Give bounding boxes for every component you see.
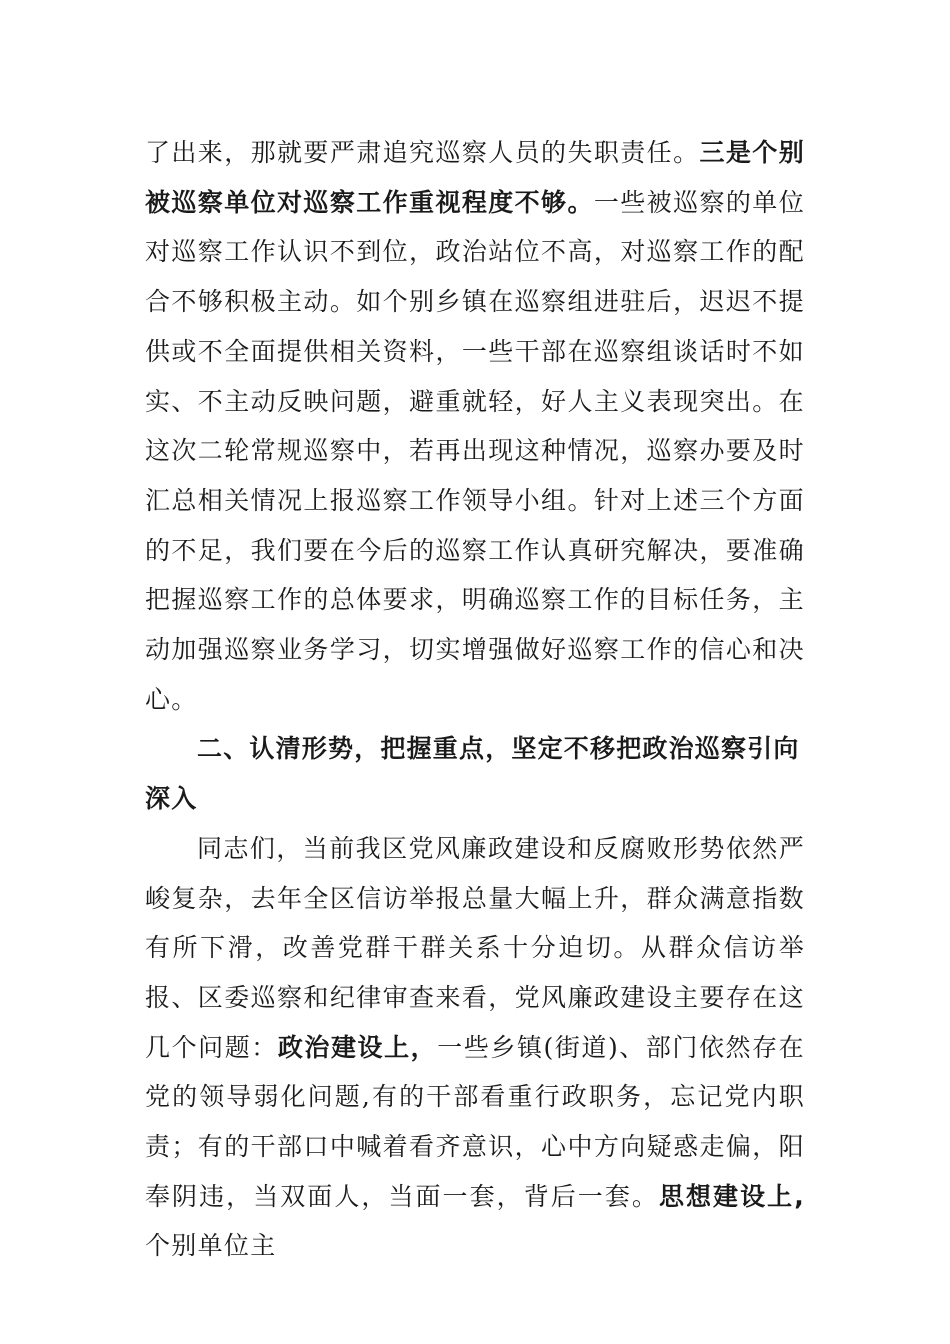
section-heading-two: 二、认清形势，把握重点，坚定不移把政治巡察引向深入	[145, 734, 800, 814]
paragraph-2-text-c: 个别单位主	[145, 1231, 277, 1261]
paragraph-1-text-a: 了出来，那就要严肃追究巡察人员的失职责任。	[145, 138, 700, 167]
paragraph-2-text-b: 一些乡镇(街道)、部门依然存在党的领导弱化问题,有的干部看重行政职务，忘记党内职责；有的干部口中喊着看齐意识，心中方向疑惑走偏，阳奉阴违，当双面人，当面一套，背后一套。	[145, 1032, 805, 1211]
paragraph-2-bold-ideological: 思想建设上,	[658, 1181, 805, 1211]
document-body	[145, 128, 805, 1271]
paragraph-1-bold-point-three: 三是个别被巡察单位对巡察工作重视程度不够。	[145, 138, 805, 217]
paragraph-2	[145, 824, 805, 1271]
paragraph-2-bold-political: 政治建设上，	[277, 1032, 438, 1062]
paragraph-2-text-a: 同志们，当前我区党风廉政建设和反腐败形势依然严峻复杂，去年全区信访举报总量大幅上升，群众满意指数有所下滑，改善党群干群关系十分迫切。从群众信访举报、区委巡察和纪律审查来看，党风廉政建设主要存在这几个问题：	[145, 833, 805, 1062]
paragraph-1	[145, 128, 805, 724]
paragraph-1-text-b: 一些被巡察的单位对巡察工作认识不到位，政治站位不高，对巡察工作的配合不够积极主动。如个别乡镇在巡察组进驻后，迟迟不提供或不全面提供相关资料，一些干部在巡察组谈话时不如实、不主动反映问题，避重就轻，好人主义表现突出。在这次二轮常规巡察中，若再出现这种情况，巡察办要及时汇总相关情况上报巡察工作领导小组。针对上述三个方面的不足，我们要在今后的巡察工作认真研究解决，要准确把握巡察工作的总体要求，明确巡察工作的目标任务，主动加强巡察业务学习，切实增强做好巡察工作的信心和决心。	[145, 187, 806, 714]
